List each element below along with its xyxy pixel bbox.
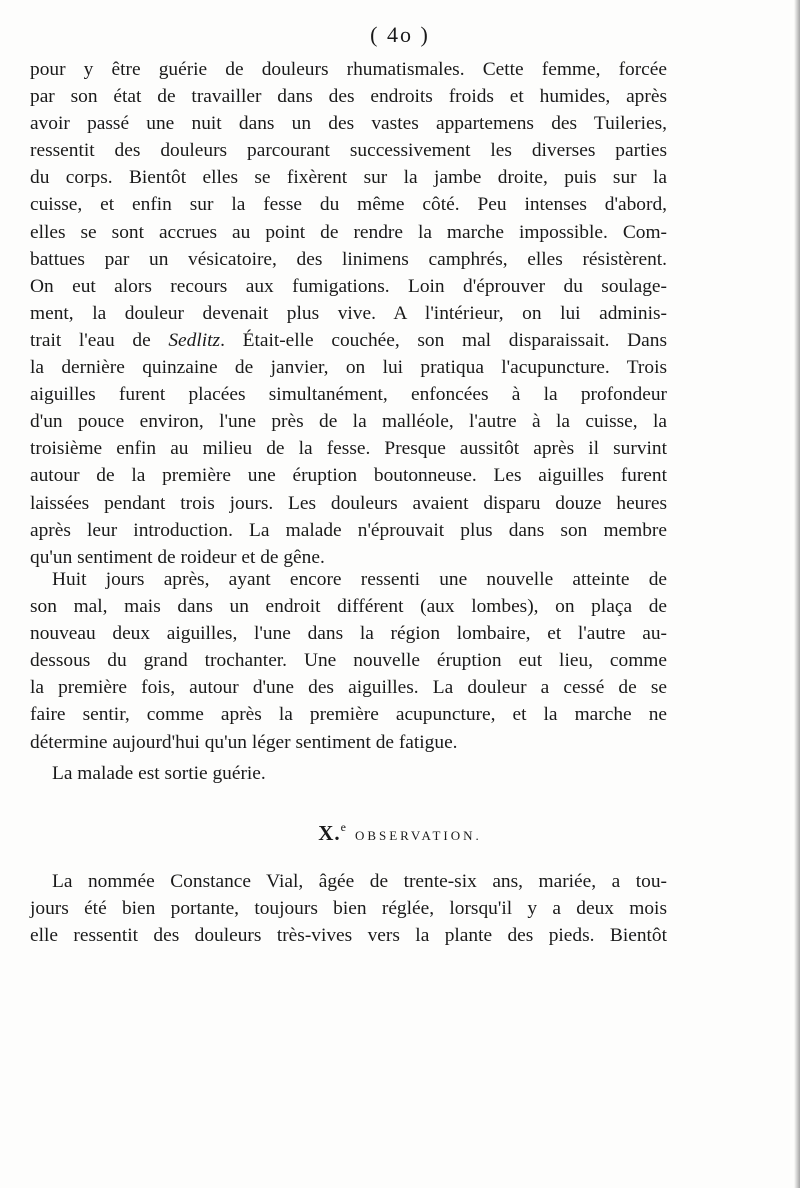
text-line: troisième enfin au milieu de la fesse. Presque aussitôt après il survint xyxy=(30,438,667,460)
text-line: la dernière quinzaine de janvier, on lui pratiqua l'acupuncture. Trois xyxy=(30,357,667,379)
text-line: battues par un vésicatoire, des linimens camphrés, elles résistèrent. xyxy=(30,248,667,270)
text-line: On eut alors recours aux fumigations. Loin d'éprouver du soulage- xyxy=(30,275,667,297)
text-line: la première fois, autour d'une des aiguilles. La douleur a cessé de se xyxy=(30,677,667,699)
text-line: Huit jours après, ayant encore ressenti une nouvelle atteinte de xyxy=(52,569,667,590)
text-line: elles se sont accrues au point de rendre la marche impossible. Com- xyxy=(30,221,667,243)
text-line: cuisse, et enfin sur la fesse du même côté. Peu intenses d'abord, xyxy=(30,194,667,216)
text-line: détermine aujourd'hui qu'un léger sentiment de fatigue. xyxy=(30,731,458,753)
text-line: dessous du grand trochanter. Une nouvelle éruption eut lieu, comme xyxy=(30,650,667,672)
text-line: ressentit des douleurs parcourant successivement les diverses parties xyxy=(30,140,667,162)
italic-term: Sedlitz xyxy=(168,329,221,351)
text-line: avoir passé une nuit dans un des vastes appartemens des Tuileries, xyxy=(30,113,667,135)
text-fragment: trait l'eau de xyxy=(30,329,169,351)
paragraph-second-episode xyxy=(30,566,667,756)
text-line: du corps. Bientôt elles se fixèrent sur la jambe droite, puis sur la xyxy=(30,167,667,189)
heading-word: OBSERVATION. xyxy=(354,828,482,843)
text-fragment: . Était-elle couchée, son mal disparaissait. Dans xyxy=(220,329,667,351)
text-line: qu'un sentiment de roideur et de gêne. xyxy=(30,546,325,568)
text-line: après leur introduction. La malade n'éprouvait plus dans son membre xyxy=(30,519,667,541)
text-line: d'un pouce environ, l'une près de la malléole, l'autre à la cuisse, la xyxy=(30,411,667,433)
text-line: jours été bien portante, toujours bien réglée, lorsqu'il y a deux mois xyxy=(30,898,667,920)
section-heading xyxy=(0,820,800,846)
text-line: laissées pendant trois jours. Les douleurs avaient disparu douze heures xyxy=(30,492,667,514)
page-number: ( 4o ) xyxy=(370,22,430,47)
paragraph-new-case xyxy=(30,868,667,949)
text-line: La nommée Constance Vial, âgée de trente-six ans, mariée, a tou- xyxy=(52,871,667,892)
text-line-with-italic xyxy=(30,327,667,354)
heading-number: X. xyxy=(318,821,341,845)
text-line: ment, la douleur devenait plus vive. A l'intérieur, on lui adminis- xyxy=(30,302,667,324)
text-line: autour de la première une éruption boutonneuse. Les aiguilles furent xyxy=(30,465,667,487)
text-line: aiguilles furent placées simultanément, enfoncées à la profondeur xyxy=(30,384,667,406)
paragraph-outcome xyxy=(30,760,667,787)
text-line: La malade est sortie guérie. xyxy=(52,763,266,784)
page-edge-shadow xyxy=(794,0,800,1188)
text-line: son mal, mais dans un endroit différent (aux lombes), on plaça de xyxy=(30,596,667,618)
text-line: faire sentir, comme après la première acupuncture, et la marche ne xyxy=(30,704,667,726)
text-line: par son état de travailler dans des endroits froids et humides, après xyxy=(30,86,667,108)
text-line: elle ressentit des douleurs très-vives vers la plante des pieds. Bientôt xyxy=(30,925,667,947)
paragraph-case-continuation xyxy=(30,56,667,571)
text-line: nouveau deux aiguilles, l'une dans la région lombaire, et l'autre au- xyxy=(30,623,667,645)
text-line: pour y être guérie de douleurs rhumatismales. Cette femme, forcée xyxy=(30,59,667,80)
heading-superscript: e xyxy=(340,820,347,834)
